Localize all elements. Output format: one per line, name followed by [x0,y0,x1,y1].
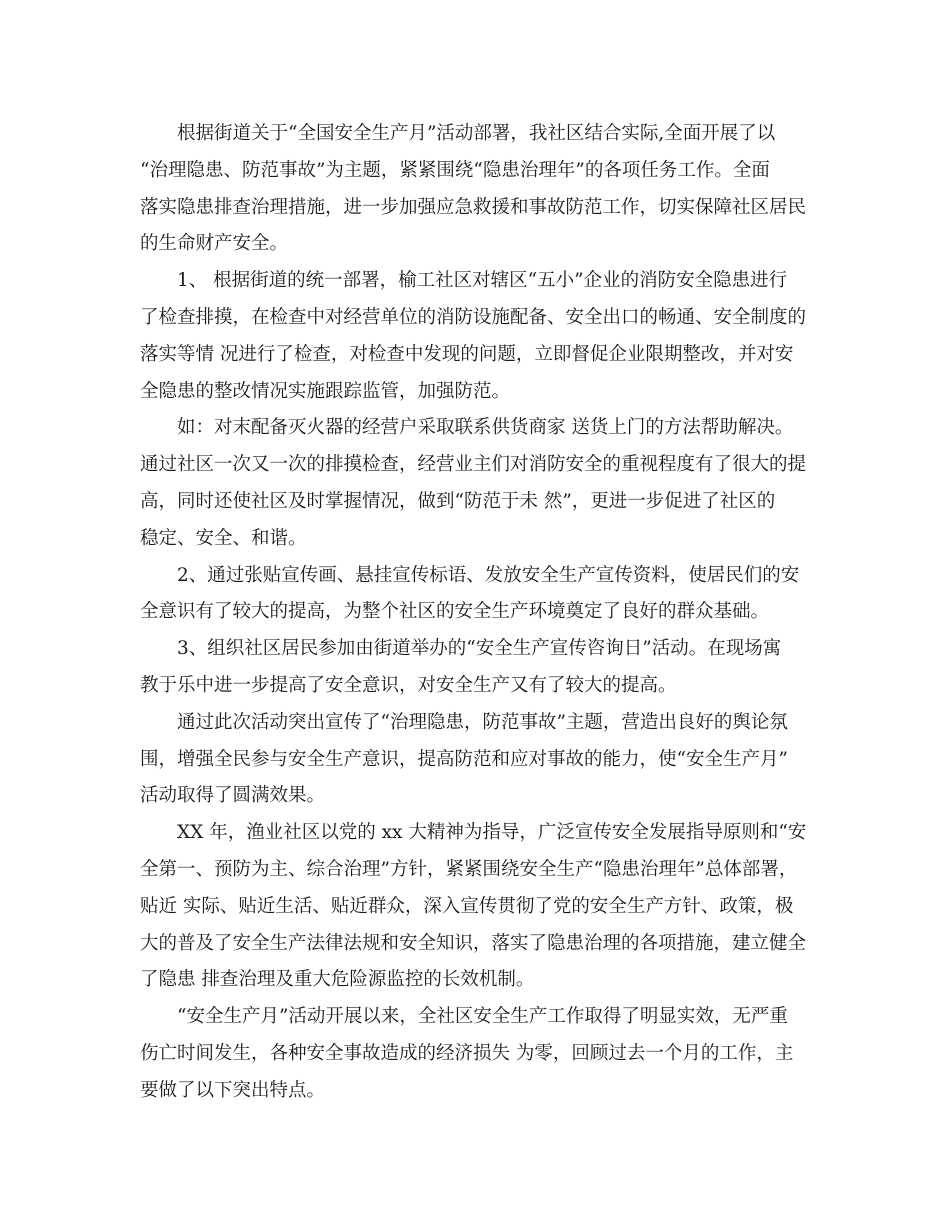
text-line: 落实等情 况进行了检查，对检查中发现的问题，立即督促企业限期整改，并对安 [140,343,794,365]
paragraph-item-1 [140,263,820,410]
text-line: 贴近 实际、贴近生活、贴近群众，深入宣传贯彻了党的安全生产方针、政策，极 [140,895,794,917]
text-line: 全隐患的整改情况实施跟踪监管，加强防范。 [140,380,511,402]
text-line: 围，增强全民参与安全生产意识，提高防范和应对事故的能力，使“安全生产月” [140,748,788,770]
text-line: “安全生产月”活动开展以来，全社区安全生产工作取得了明显实效，无严重 [177,1006,788,1028]
paragraph-intro [140,116,820,263]
text-line: 了隐患 排查治理及重大危险源监控的长效机制。 [140,969,535,991]
text-line: 如：对末配备灭火器的经营户采取联系供货商家 送货上门的方法帮助解决。 [177,417,794,439]
document-body [140,116,820,1110]
text-line: 伤亡时间发生，各种安全事故造成的经济损失 为零，回顾过去一个月的工作，主 [140,1042,794,1064]
text-line: 教于乐中进一步提高了安全意识，对安全生产又有了较大的提高。 [140,674,677,696]
text-line: 了检查排摸，在检查中对经营单位的消防设施配备、安全出口的畅通、安全制度的 [140,306,807,328]
text-line: 全第一、预防为主、综合治理”方针，紧紧围绕安全生产“隐患治理年”总体部署， [140,858,798,880]
text-line: 稳定、安全、和谐。 [140,527,307,549]
text-line: 3、组织社区居民参加由街道举办的“安全生产宣传咨询日”活动。在现场寓 [177,638,782,660]
text-line: 大的普及了安全生产法律法规和安全知识，落实了隐患治理的各项措施，建立健全 [140,932,807,954]
text-line: 根据街道关于“全国安全生产月”活动部署，我社区结合实际,全面开展了以 [177,123,776,144]
paragraph-summary [140,705,820,815]
text-line: 要做了以下突出特点。 [140,1079,326,1101]
text-line: 全意识有了较大的提高，为整个社区的安全生产环境奠定了良好的群众基础。 [140,601,770,623]
text-line: 落实隐患排查治理措施，进一步加强应急救援和事故防范工作，切实保障社区居民 [140,196,807,218]
text-line: “治理隐患、防范事故”为主题，紧紧围绕“隐患治理年”的各项任务工作。全面 [140,159,770,181]
paragraph-example [140,410,820,557]
paragraph-conclusion [140,999,820,1109]
paragraph-item-2 [140,558,820,632]
text-line: 1、 根据街道的统一部署，榆工社区对辖区“五小”企业的消防安全隐患进行 [177,270,788,292]
text-line: 的生命财产安全。 [140,233,289,255]
paragraph-item-3 [140,631,820,705]
text-line: XX 年，渔业社区以党的 xx 大精神为指导，广泛宣传安全发展指导原则和“安 [177,822,807,844]
text-line: 高，同时还使社区及时掌握情况，做到“防范于未 然”，更进一步促进了社区的 [140,490,776,512]
text-line: 2、通过张贴宣传画、悬挂宣传标语、发放安全生产宣传资料，使居民们的安 [177,564,800,586]
paragraph-yearly [140,815,820,999]
text-line: 活动取得了圆满效果。 [140,785,326,807]
text-line: 通过此次活动突出宣传了“治理隐患，防范事故”主题，营造出良好的舆论氛 [177,711,788,733]
text-line: 通过社区一次又一次的排摸检查，经营业主们对消防安全的重视程度有了很大的提 [140,454,807,476]
